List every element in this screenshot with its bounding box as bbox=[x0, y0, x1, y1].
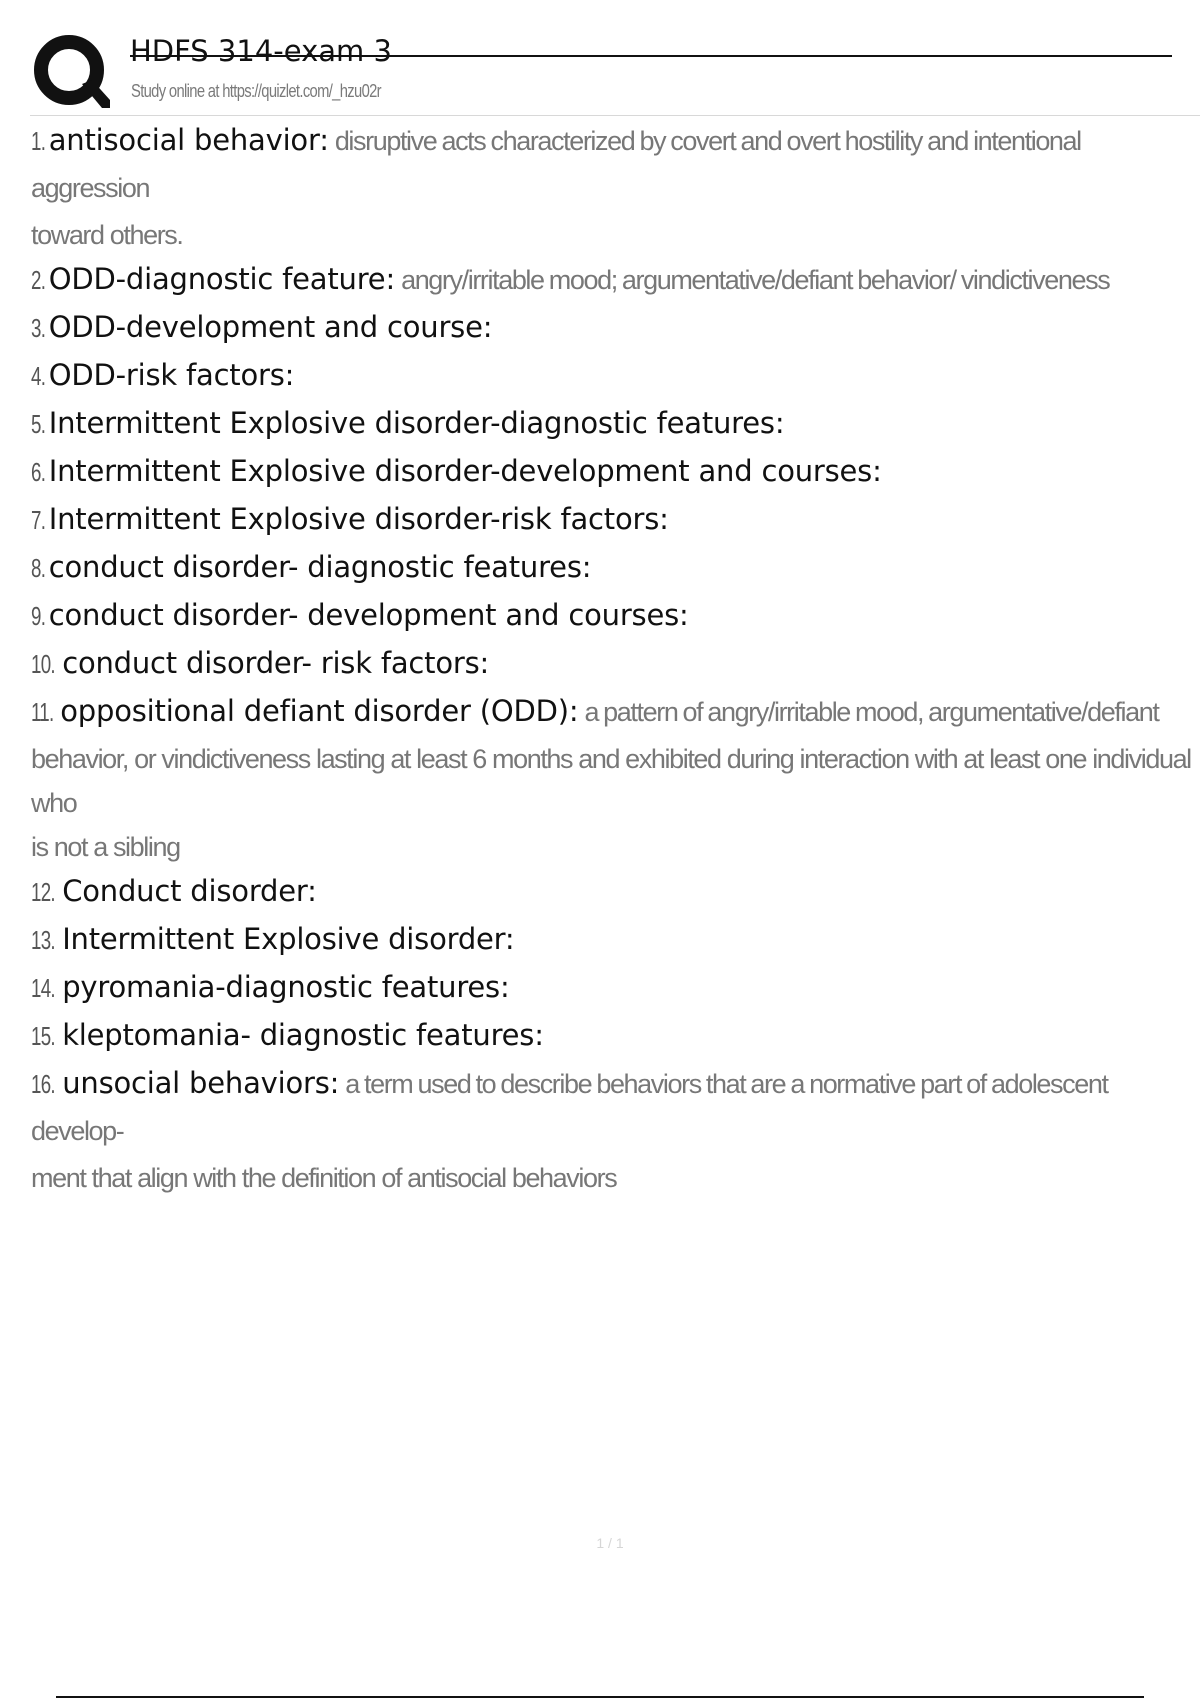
card-definition-continuation: toward others. bbox=[31, 220, 183, 250]
flashcard-item bbox=[31, 545, 1191, 593]
quizlet-logo-icon bbox=[32, 32, 112, 112]
flashcard-item bbox=[31, 353, 1191, 401]
card-number: 3. bbox=[31, 313, 46, 343]
card-definition-continuation: is not a sibling bbox=[31, 832, 180, 862]
flashcard-item bbox=[31, 641, 1191, 689]
header-divider bbox=[30, 115, 1200, 116]
card-term: conduct disorder- development and courses: bbox=[48, 598, 689, 632]
card-term: Intermittent Explosive disorder-development and courses: bbox=[48, 454, 882, 488]
card-term: kleptomania- diagnostic features: bbox=[62, 1018, 544, 1052]
card-number: 15. bbox=[31, 1021, 55, 1051]
card-term: ODD-development and course: bbox=[48, 310, 493, 344]
card-number: 12. bbox=[31, 877, 55, 907]
flashcard-item bbox=[31, 257, 1191, 305]
flashcard-item bbox=[31, 689, 1191, 869]
document-title: HDFS 314-exam 3 bbox=[130, 34, 392, 68]
card-term: conduct disorder- risk factors: bbox=[62, 646, 490, 680]
flashcard-item bbox=[31, 497, 1191, 545]
card-definition: angry/irritable mood; argumentative/defiant behavior/ vindictiveness bbox=[401, 265, 1110, 295]
flashcard-item bbox=[31, 917, 1191, 965]
footer-divider bbox=[56, 1696, 1144, 1698]
document-header bbox=[30, 28, 1200, 118]
card-number: 1. bbox=[31, 126, 46, 156]
card-term: Intermittent Explosive disorder: bbox=[62, 922, 515, 956]
title-strikethrough-line bbox=[130, 55, 1172, 57]
card-term: unsocial behaviors: bbox=[62, 1066, 340, 1100]
flashcard-item bbox=[31, 869, 1191, 917]
card-term: Intermittent Explosive disorder-diagnostic features: bbox=[48, 406, 785, 440]
flashcard-item bbox=[31, 1061, 1191, 1200]
flashcard-item bbox=[31, 305, 1191, 353]
card-number: 2. bbox=[31, 265, 46, 295]
flashcard-item bbox=[31, 118, 1191, 257]
card-term: conduct disorder- diagnostic features: bbox=[48, 550, 592, 584]
card-definition: a term used to describe behaviors that are a normative part of adolescent develop- bbox=[31, 1069, 1108, 1146]
card-number: 13. bbox=[31, 925, 55, 955]
card-number: 9. bbox=[31, 601, 46, 631]
card-number: 8. bbox=[31, 553, 46, 583]
card-definition: disruptive acts characterized by covert and overt hostility and intentional aggression bbox=[31, 126, 1081, 203]
card-number: 6. bbox=[31, 457, 46, 487]
card-term: ODD-risk factors: bbox=[48, 358, 295, 392]
card-term: oppositional defiant disorder (ODD): bbox=[60, 694, 579, 728]
flashcard-item bbox=[31, 449, 1191, 497]
card-number: 10. bbox=[31, 649, 55, 679]
flashcard-list bbox=[31, 118, 1191, 1200]
page-number: 1 / 1 bbox=[596, 1535, 624, 1551]
flashcard-item bbox=[31, 401, 1191, 449]
card-number: 14. bbox=[31, 973, 55, 1003]
card-number: 5. bbox=[31, 409, 46, 439]
card-definition-continuation: behavior, or vindictiveness lasting at least 6 months and exhibited during interaction with at least one individual who bbox=[31, 744, 1191, 818]
card-number: 7. bbox=[31, 505, 46, 535]
flashcard-item bbox=[31, 593, 1191, 641]
card-definition: a pattern of angry/irritable mood, argumentative/defiant bbox=[584, 697, 1159, 727]
card-term: ODD-diagnostic feature: bbox=[48, 262, 396, 296]
card-number: 4. bbox=[31, 361, 46, 391]
flashcard-item bbox=[31, 965, 1191, 1013]
study-online-link-text: Study online at https://quizlet.com/_hzu02r bbox=[131, 81, 381, 101]
card-definition-continuation: ment that align with the definition of antisocial behaviors bbox=[31, 1163, 617, 1193]
card-term: pyromania-diagnostic features: bbox=[62, 970, 510, 1004]
card-number: 16. bbox=[31, 1069, 55, 1099]
card-number: 11. bbox=[31, 697, 54, 727]
flashcard-item bbox=[31, 1013, 1191, 1061]
card-term: antisocial behavior: bbox=[48, 123, 329, 157]
card-term: Intermittent Explosive disorder-risk factors: bbox=[48, 502, 669, 536]
card-term: Conduct disorder: bbox=[62, 874, 317, 908]
